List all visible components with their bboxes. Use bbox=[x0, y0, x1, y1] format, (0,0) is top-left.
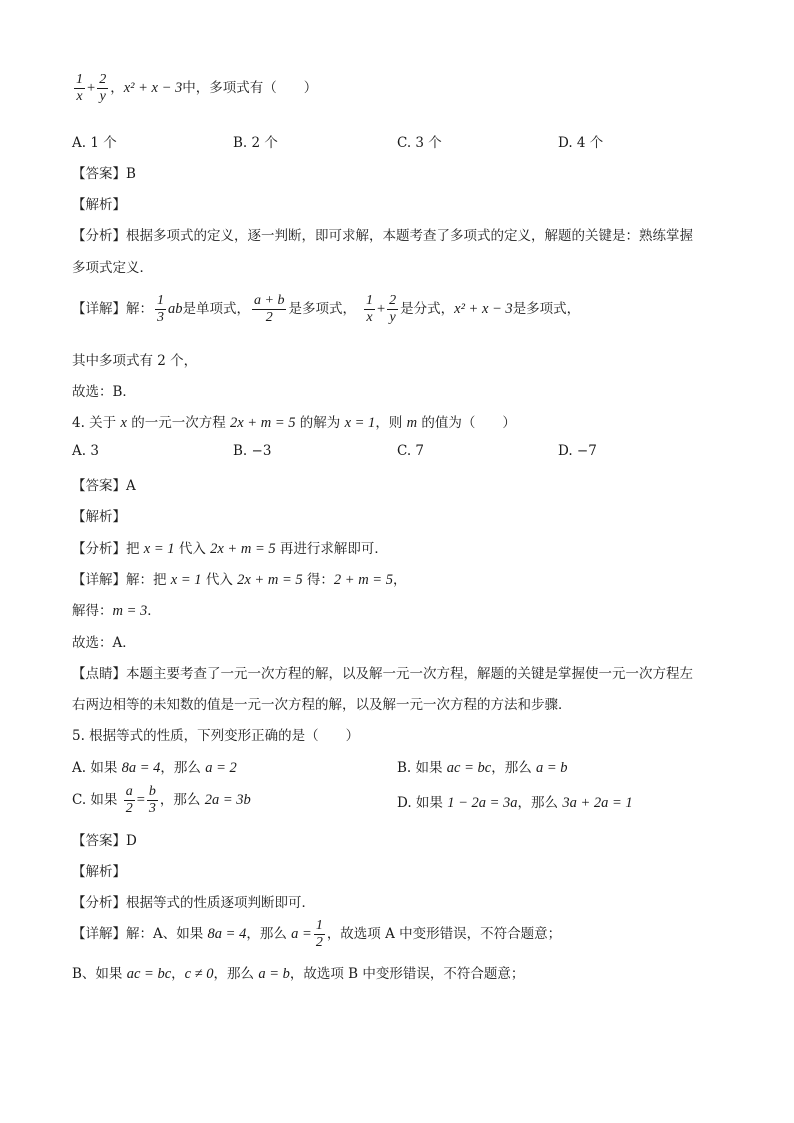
fraction-one-half: $\frac{1}{2}$ bbox=[315, 918, 323, 950]
q3-detail: 【详解】解： $\frac{1}{3}$ ab是单项式， $\frac{a + b}{2}$ 是多项式， $\frac{1}{x}$ + $\frac{2}{y}$ 是分式，x² + x − 3是多项式， bbox=[72, 293, 581, 325]
q5-analysis-label: 【解析】 bbox=[72, 864, 126, 880]
q3-fenxi-line2: 多项式定义． bbox=[72, 260, 153, 276]
q5-option-b: B. 如果 ac = bc，那么 a = b bbox=[397, 760, 568, 776]
q4-answer: 【答案】A bbox=[72, 478, 136, 494]
q4-choose: 故选：A． bbox=[72, 635, 136, 651]
q3-option-c: C. 3 个 bbox=[397, 135, 442, 151]
q3-choose: 故选：B． bbox=[72, 384, 136, 400]
q3-option-d: D. 4 个 bbox=[558, 135, 604, 151]
q3-option-b: B. 2 个 bbox=[233, 135, 278, 151]
fraction-2-over-y-2: $\frac{2}{y}$ bbox=[389, 293, 397, 325]
q4-option-c: C. 7 bbox=[397, 443, 425, 459]
q5-option-d: D. 如果 1 − 2a = 3a，那么 3a + 2a = 1 bbox=[397, 795, 633, 811]
q5-detail: 【详解】解：A、如果 8a = 4，那么 a = $\frac{1}{2}$ ，故选项 A 中变形错误，不符合题意； bbox=[72, 918, 562, 950]
q4-option-d: D. −7 bbox=[558, 443, 597, 459]
fraction-a-over-2: $\frac{a}{2}$ bbox=[125, 784, 133, 816]
q4-fenxi: 【分析】把 x = 1 代入 2x + m = 5 再进行求解即可． bbox=[72, 541, 388, 557]
q4-option-a: A. 3 bbox=[72, 443, 99, 459]
q3-count: 其中多项式有 2 个， bbox=[72, 353, 198, 369]
fraction-b-over-3: $\frac{b}{3}$ bbox=[148, 784, 156, 816]
fraction-2-over-y: $\frac{2}{y}$ bbox=[99, 72, 107, 104]
q3-stem-tail: $\frac{1}{x}$ + $\frac{2}{y}$ ，x² + x − 3中，多项式有（ ） bbox=[76, 72, 318, 104]
q4-analysis-label: 【解析】 bbox=[72, 509, 126, 525]
q3-option-a: A. 1 个 bbox=[72, 135, 117, 151]
q3-analysis-label: 【解析】 bbox=[72, 197, 126, 213]
fraction-a-plus-b-over-2: $\frac{a + b}{2}$ bbox=[254, 293, 285, 325]
q4-detail: 【详解】解：把 x = 1 代入 2x + m = 5 得：2 + m = 5， bbox=[72, 572, 407, 588]
q5-option-c: C. 如果 $\frac{a}{2}$ = $\frac{b}{3}$ ，那么 2a = 3b bbox=[72, 784, 251, 816]
q4-title: 4. 关于 x 的一元一次方程 2x + m = 5 的解为 x = 1，则 m 的值为（ ） bbox=[72, 415, 516, 431]
q3-fenxi-line1: 【分析】根据多项式的定义，逐一判断，即可求解，本题考查了多项式的定义，解题的关键是：熟练掌握 bbox=[72, 228, 693, 244]
q4-solve: 解得：m = 3． bbox=[72, 603, 161, 619]
q5-title: 5. 根据等式的性质，下列变形正确的是（ ） bbox=[72, 728, 360, 744]
polynomial-expr: x² + x − 3 bbox=[123, 80, 183, 96]
q4-dianjing-line2: 右两边相等的未知数的值是一元一次方程的解，以及解一元一次方程的方法和步骤． bbox=[72, 697, 572, 713]
q5-option-a: A. 如果 8a = 4，那么 a = 2 bbox=[72, 760, 237, 776]
q5-b-line: B、如果 ac = bc，c ≠ 0，那么 a = b，故选项 B 中变形错误，不符合题意； bbox=[72, 966, 525, 982]
q4-option-b: B. −3 bbox=[233, 443, 272, 459]
fraction-one-third: $\frac{1}{3}$ bbox=[157, 293, 164, 325]
q4-dianjing-line1: 【点睛】本题主要考查了一元一次方程的解，以及解一元一次方程，解题的关键是掌握使一元一次方程左 bbox=[72, 666, 693, 682]
fraction-1-over-x-2: $\frac{1}{x}$ bbox=[365, 293, 373, 325]
q5-answer: 【答案】D bbox=[72, 833, 137, 849]
q5-fenxi: 【分析】根据等式的性质逐项判断即可． bbox=[72, 895, 315, 911]
q3-answer: 【答案】B bbox=[72, 166, 136, 182]
fraction-1-over-x: $\frac{1}{x}$ bbox=[76, 72, 83, 104]
